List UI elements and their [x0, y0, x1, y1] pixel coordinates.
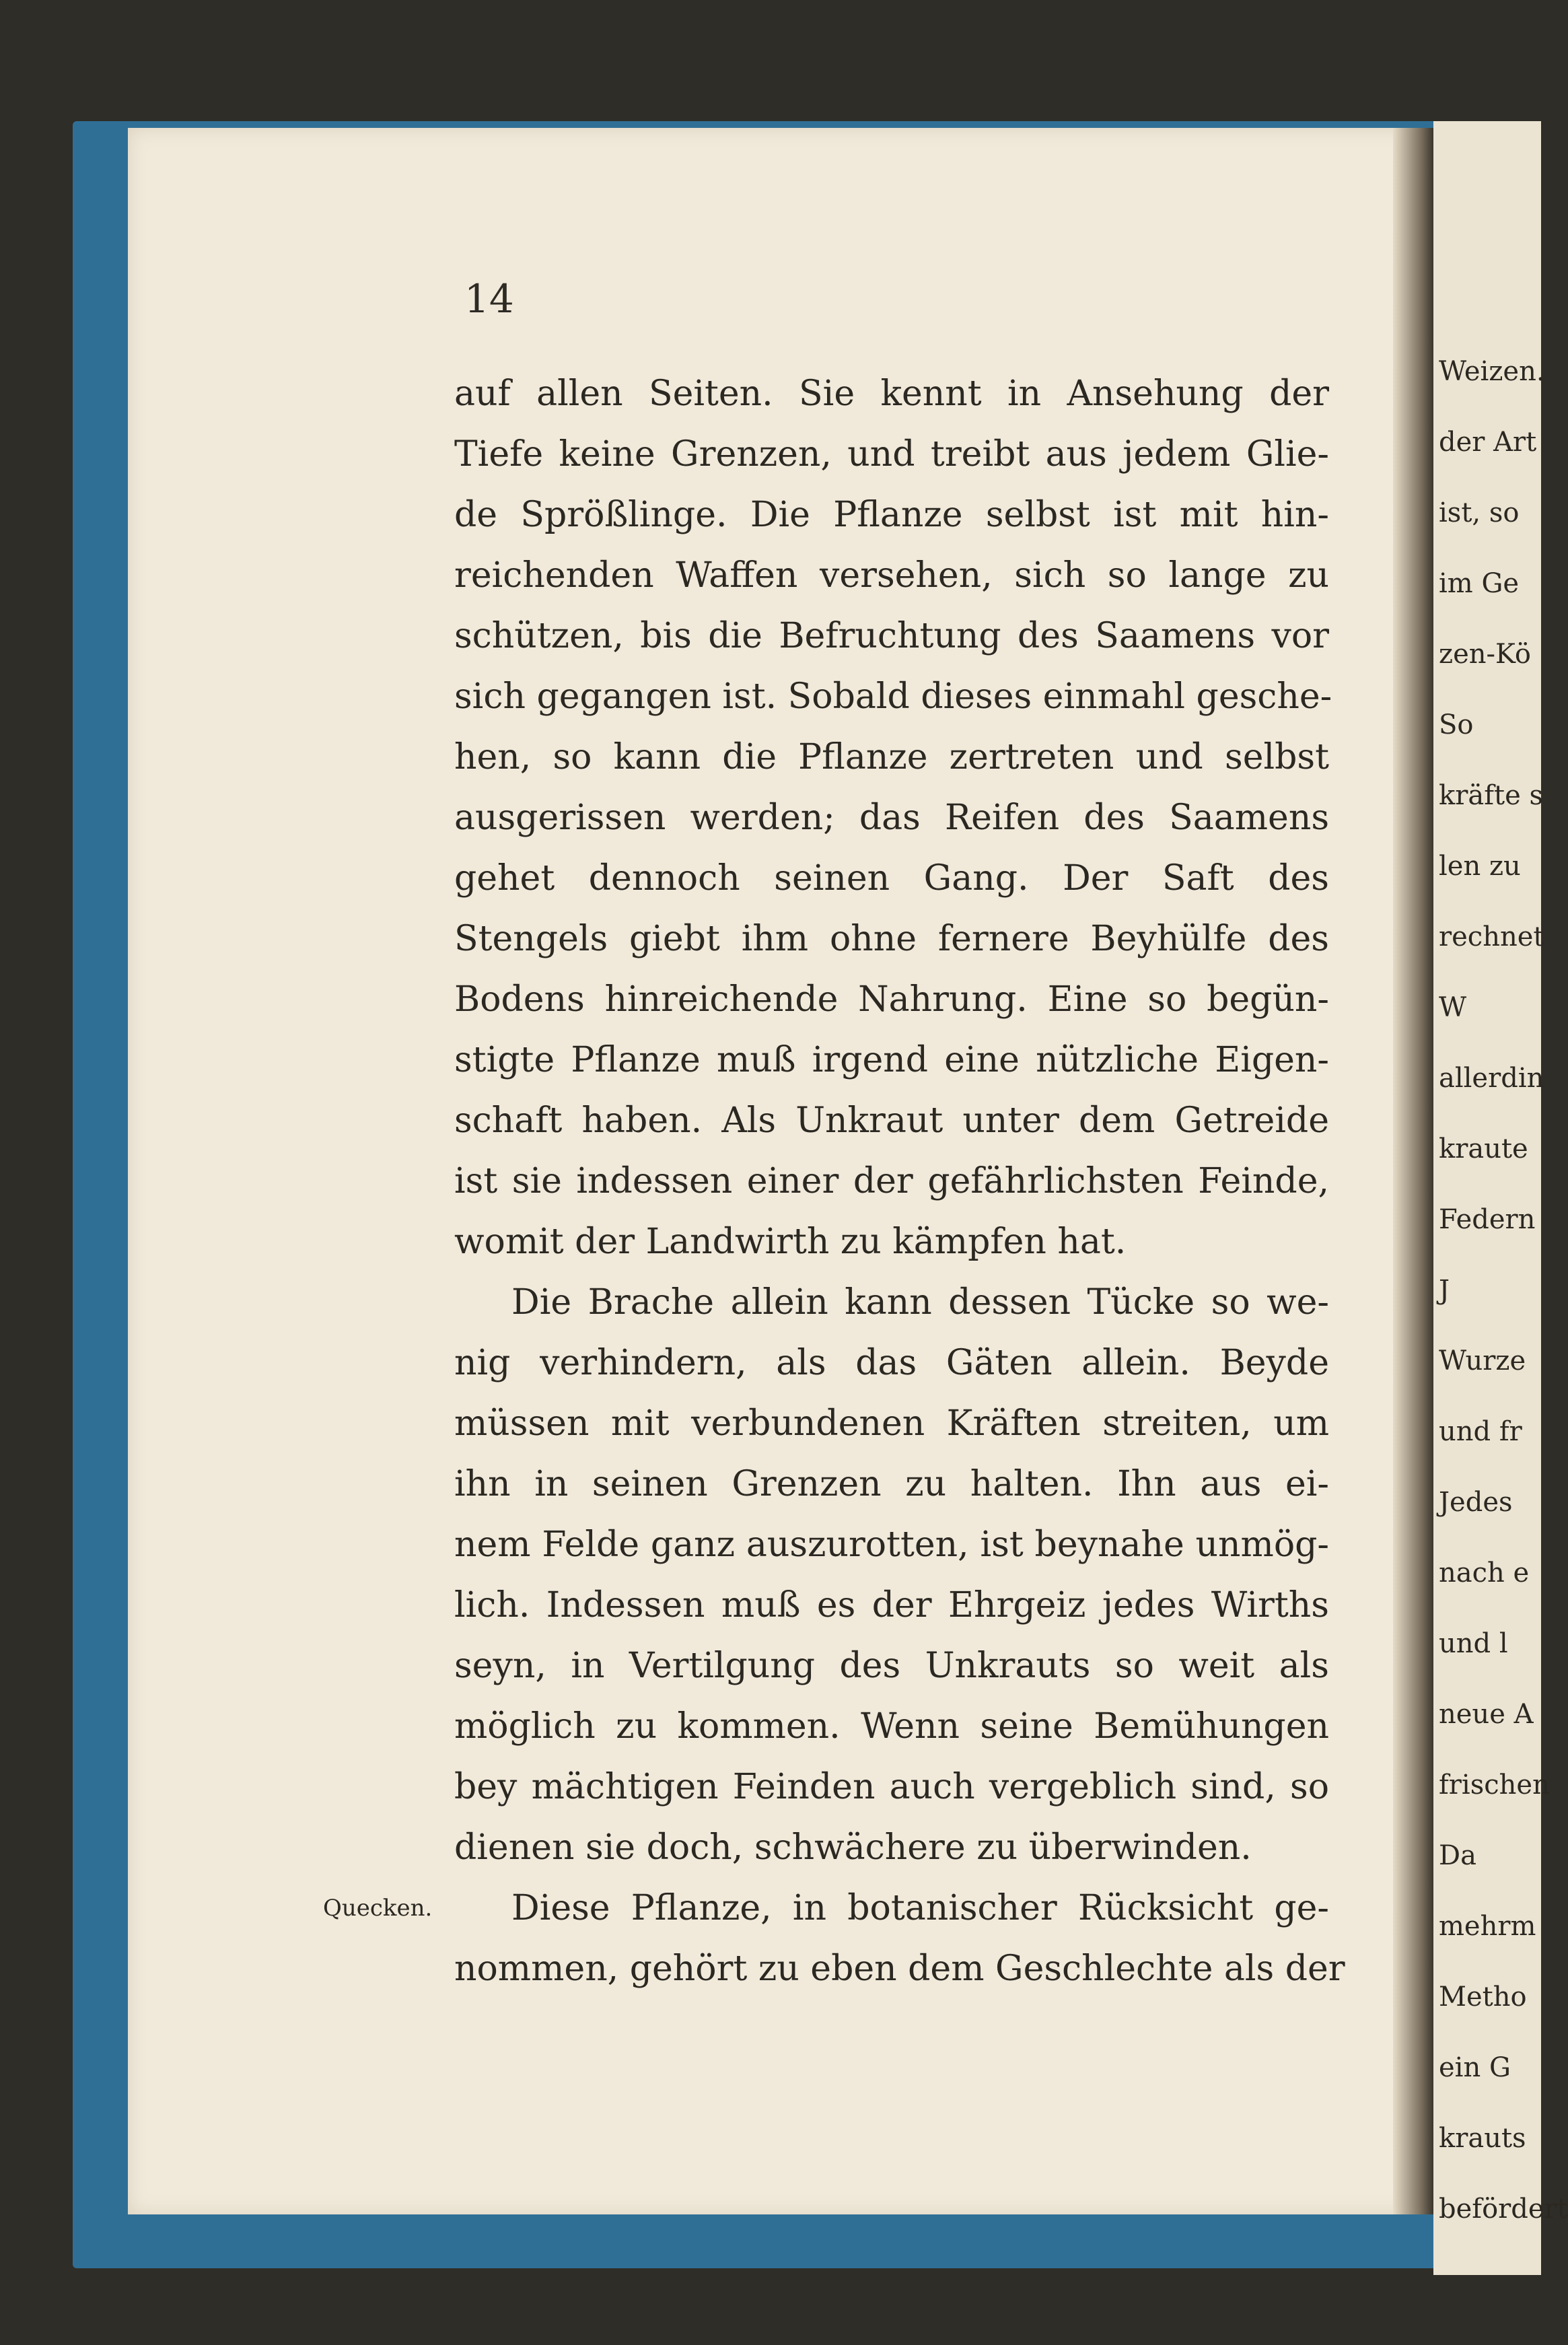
text-line: lich. Indessen muß es der Ehrgeiz jedes Wirths	[454, 1585, 1329, 1625]
adjacent-page-line: ein G	[1439, 2052, 1511, 2083]
adjacent-page-fragment	[1433, 121, 1568, 2275]
adjacent-page-line: J	[1439, 1275, 1450, 1306]
text-line: schaft haben. Als Unkraut unter dem Getreide	[454, 1100, 1329, 1141]
text-line: gehet dennoch seinen Gang. Der Saft des	[454, 858, 1329, 899]
text-line: nommen, gehört zu eben dem Geschlechte als der	[454, 1949, 1345, 1989]
text-line: Stengels giebt ihm ohne fernere Beyhülfe des	[454, 919, 1329, 959]
text-line: Die Brache allein kann dessen Tücke so we-	[511, 1282, 1329, 1323]
text-line: ist sie indessen einer der gefährlichsten Feinde,	[454, 1161, 1329, 1201]
adjacent-page-line: So	[1439, 709, 1474, 740]
adjacent-page-line: zen-Kö	[1439, 639, 1531, 670]
text-line: ihn in seinen Grenzen zu halten. Ihn aus ei-	[454, 1464, 1329, 1504]
adjacent-page-line: krauts	[1439, 2123, 1526, 2154]
adjacent-page-line: frischen	[1439, 1770, 1550, 1800]
adjacent-page-line: nach e	[1439, 1558, 1530, 1588]
adjacent-page-line: und fr	[1439, 1416, 1522, 1447]
text-line: stigte Pflanze muß irgend eine nützliche Eigen-	[454, 1040, 1329, 1080]
page-number: 14	[464, 276, 514, 322]
body-text	[454, 363, 1345, 1999]
adjacent-page-line: und l	[1439, 1628, 1508, 1659]
text-line: reichenden Waffen versehen, sich so lange zu	[454, 555, 1329, 596]
adjacent-page-line: W	[1439, 992, 1467, 1023]
adjacent-page-line: rechnet	[1439, 921, 1544, 952]
text-line: möglich zu kommen. Wenn seine Bemühungen	[454, 1706, 1329, 1747]
text-line: Tiefe keine Grenzen, und treibt aus jedem Glie-	[454, 434, 1329, 475]
text-line: auf allen Seiten. Sie kennt in Ansehung der	[454, 374, 1329, 414]
text-line: nem Felde ganz auszurotten, ist beynahe unmög-	[454, 1525, 1329, 1565]
adjacent-page-line: allerdin	[1439, 1063, 1544, 1094]
text-line: Bodens hinreichende Nahrung. Eine so begün-	[454, 979, 1329, 1020]
text-line: womit der Landwirth zu kämpfen hat.	[454, 1222, 1127, 1262]
text-line: de Sprößlinge. Die Pflanze selbst ist mit hin-	[454, 495, 1329, 535]
adjacent-page-line: der Art	[1439, 427, 1537, 458]
adjacent-page-line: befördert	[1439, 2194, 1568, 2225]
adjacent-page-line: Da	[1439, 1840, 1476, 1871]
adjacent-page-line: kraute	[1439, 1133, 1528, 1164]
adjacent-page-line: Federn	[1439, 1204, 1536, 1235]
text-line: ausgerissen werden; das Reifen des Saamens	[454, 798, 1329, 838]
text-line: seyn, in Vertilgung des Unkrauts so weit als	[454, 1646, 1329, 1686]
text-line: bey mächtigen Feinden auch vergeblich sind, so	[454, 1767, 1329, 1807]
adjacent-page-line: kräfte s	[1439, 780, 1543, 811]
text-line: Diese Pflanze, in botanischer Rücksicht ge-	[511, 1888, 1329, 1928]
adjacent-page-line: Jedes	[1439, 1487, 1513, 1518]
margin-note: Quecken.	[323, 1895, 433, 1922]
adjacent-page-line: mehrm	[1439, 1911, 1536, 1942]
adjacent-page-line: Metho	[1439, 1982, 1527, 2013]
page-gutter	[1393, 128, 1433, 2214]
text-line: hen, so kann die Pflanze zertreten und selbst	[454, 737, 1329, 777]
text-line: sich gegangen ist. Sobald dieses einmahl gesche-	[454, 676, 1332, 717]
text-line: dienen sie doch, schwächere zu überwinden.	[454, 1827, 1252, 1868]
text-line: müssen mit verbundenen Kräften streiten, um	[454, 1403, 1329, 1444]
adjacent-page-line: Weizen.	[1439, 356, 1545, 387]
adjacent-page-line: neue A	[1439, 1699, 1534, 1730]
adjacent-page-line: len zu	[1439, 851, 1521, 882]
adjacent-page-line: ist, so	[1439, 497, 1520, 528]
adjacent-page-line: Wurze	[1439, 1345, 1526, 1376]
text-line: schützen, bis die Befruchtung des Saamens vor	[454, 616, 1329, 656]
adjacent-page-line: im Ge	[1439, 568, 1520, 599]
text-line: nig verhindern, als das Gäten allein. Beyde	[454, 1343, 1329, 1383]
